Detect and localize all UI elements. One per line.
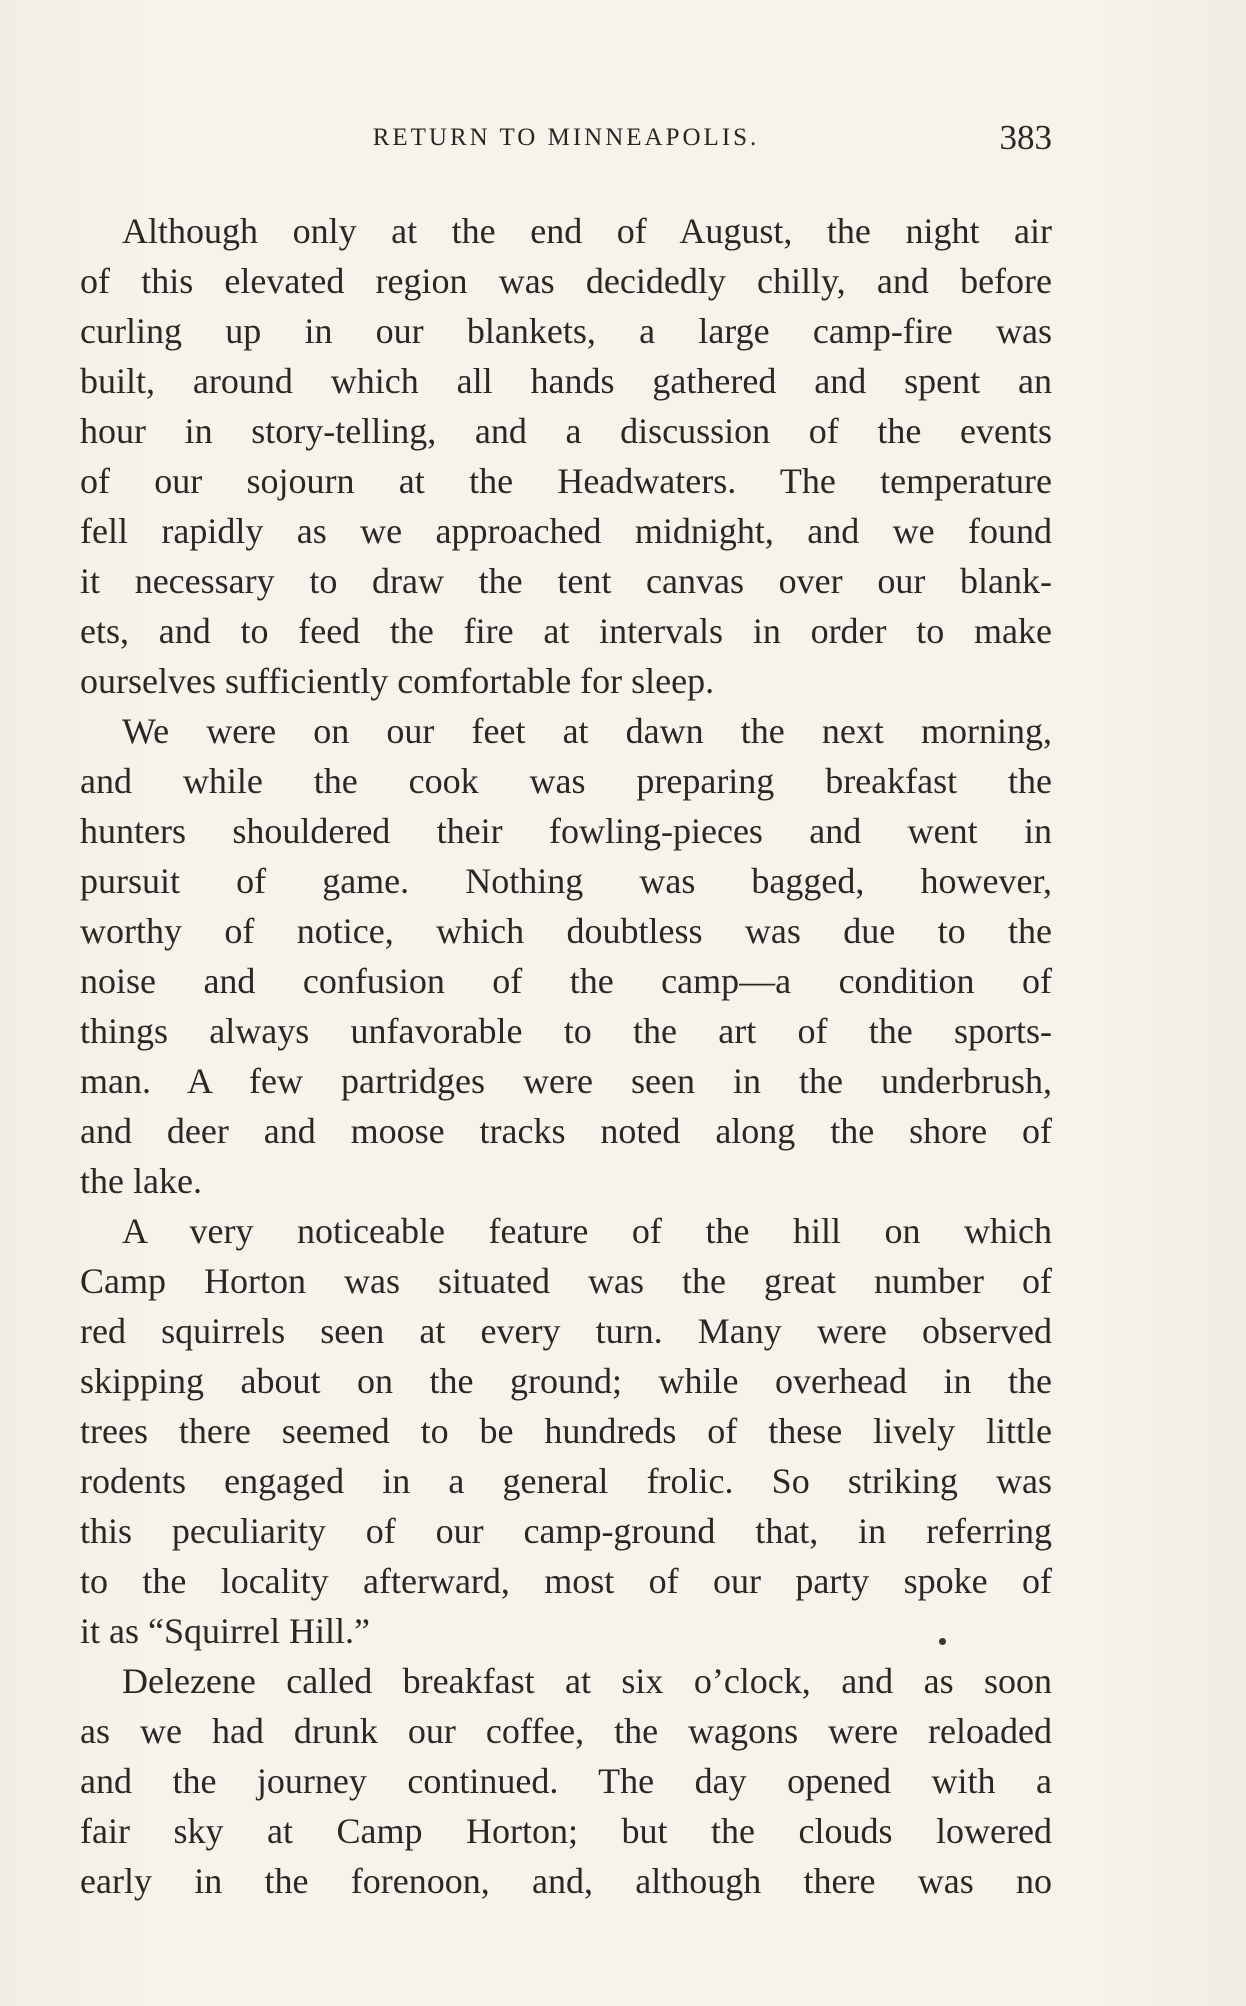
text-line: curling up in our blankets, a large camp-fire was <box>80 311 1052 351</box>
text-line: Although only at the end of August, the night air <box>122 211 1052 251</box>
page-number: 383 <box>999 118 1052 157</box>
text-line: of our sojourn at the Headwaters. The temperature <box>80 461 1052 501</box>
text-line: this peculiarity of our camp-ground that, in referring <box>80 1511 1052 1551</box>
running-head <box>80 118 1052 164</box>
text-line: it necessary to draw the tent canvas over our blank- <box>80 561 1052 601</box>
text-line: early in the forenoon, and, although there was no <box>80 1861 1052 1901</box>
text-line: ets, and to feed the fire at intervals in order to make <box>80 611 1052 651</box>
text-line: and while the cook was preparing breakfast the <box>80 761 1052 801</box>
text-line: fell rapidly as we approached midnight, and we found <box>80 511 1052 551</box>
text-line: worthy of notice, which doubtless was due to the <box>80 911 1052 951</box>
text-line: and deer and moose tracks noted along the shore of <box>80 1111 1052 1151</box>
text-line: man. A few partridges were seen in the underbrush, <box>80 1061 1052 1101</box>
text-body <box>80 206 1052 1906</box>
text-line: ourselves sufficiently comfortable for sleep. <box>80 661 715 701</box>
text-line: hour in story-telling, and a discussion of the events <box>80 411 1052 451</box>
paragraph-2 <box>80 706 1052 1206</box>
text-line: trees there seemed to be hundreds of these lively little <box>80 1411 1052 1451</box>
text-line: as we had drunk our coffee, the wagons were reloaded <box>80 1711 1052 1751</box>
text-line: pursuit of game. Nothing was bagged, however, <box>80 861 1052 901</box>
text-line: A very noticeable feature of the hill on which <box>122 1211 1052 1251</box>
text-line: red squirrels seen at every turn. Many were observed <box>80 1311 1052 1351</box>
text-line: built, around which all hands gathered and spent an <box>80 361 1052 401</box>
text-line: Delezene called breakfast at six o’clock, and as soon <box>122 1661 1052 1701</box>
text-line: hunters shouldered their fowling-pieces and went in <box>80 811 1052 851</box>
text-line: skipping about on the ground; while overhead in the <box>80 1361 1052 1401</box>
text-line: Camp Horton was situated was the great number of <box>80 1261 1052 1301</box>
paragraph-1 <box>80 206 1052 706</box>
paragraph-3 <box>80 1206 1052 1656</box>
text-line: things always unfavorable to the art of the sports- <box>80 1011 1052 1051</box>
text-line: the lake. <box>80 1161 202 1201</box>
text-line: noise and confusion of the camp—a condition of <box>80 961 1052 1001</box>
text-line: it as “Squirrel Hill.” <box>80 1611 370 1651</box>
text-line: of this elevated region was decidedly chilly, and before <box>80 261 1052 301</box>
text-line: fair sky at Camp Horton; but the clouds lowered <box>80 1811 1052 1851</box>
paragraph-4 <box>80 1656 1052 1906</box>
text-line: We were on our feet at dawn the next morning, <box>122 711 1052 751</box>
ink-speck <box>939 1638 946 1645</box>
text-line: rodents engaged in a general frolic. So striking was <box>80 1461 1052 1501</box>
text-line: to the locality afterward, most of our party spoke of <box>80 1561 1052 1601</box>
running-title: RETURN TO MINNEAPOLIS. <box>372 124 760 151</box>
text-line: and the journey continued. The day opened with a <box>80 1761 1052 1801</box>
